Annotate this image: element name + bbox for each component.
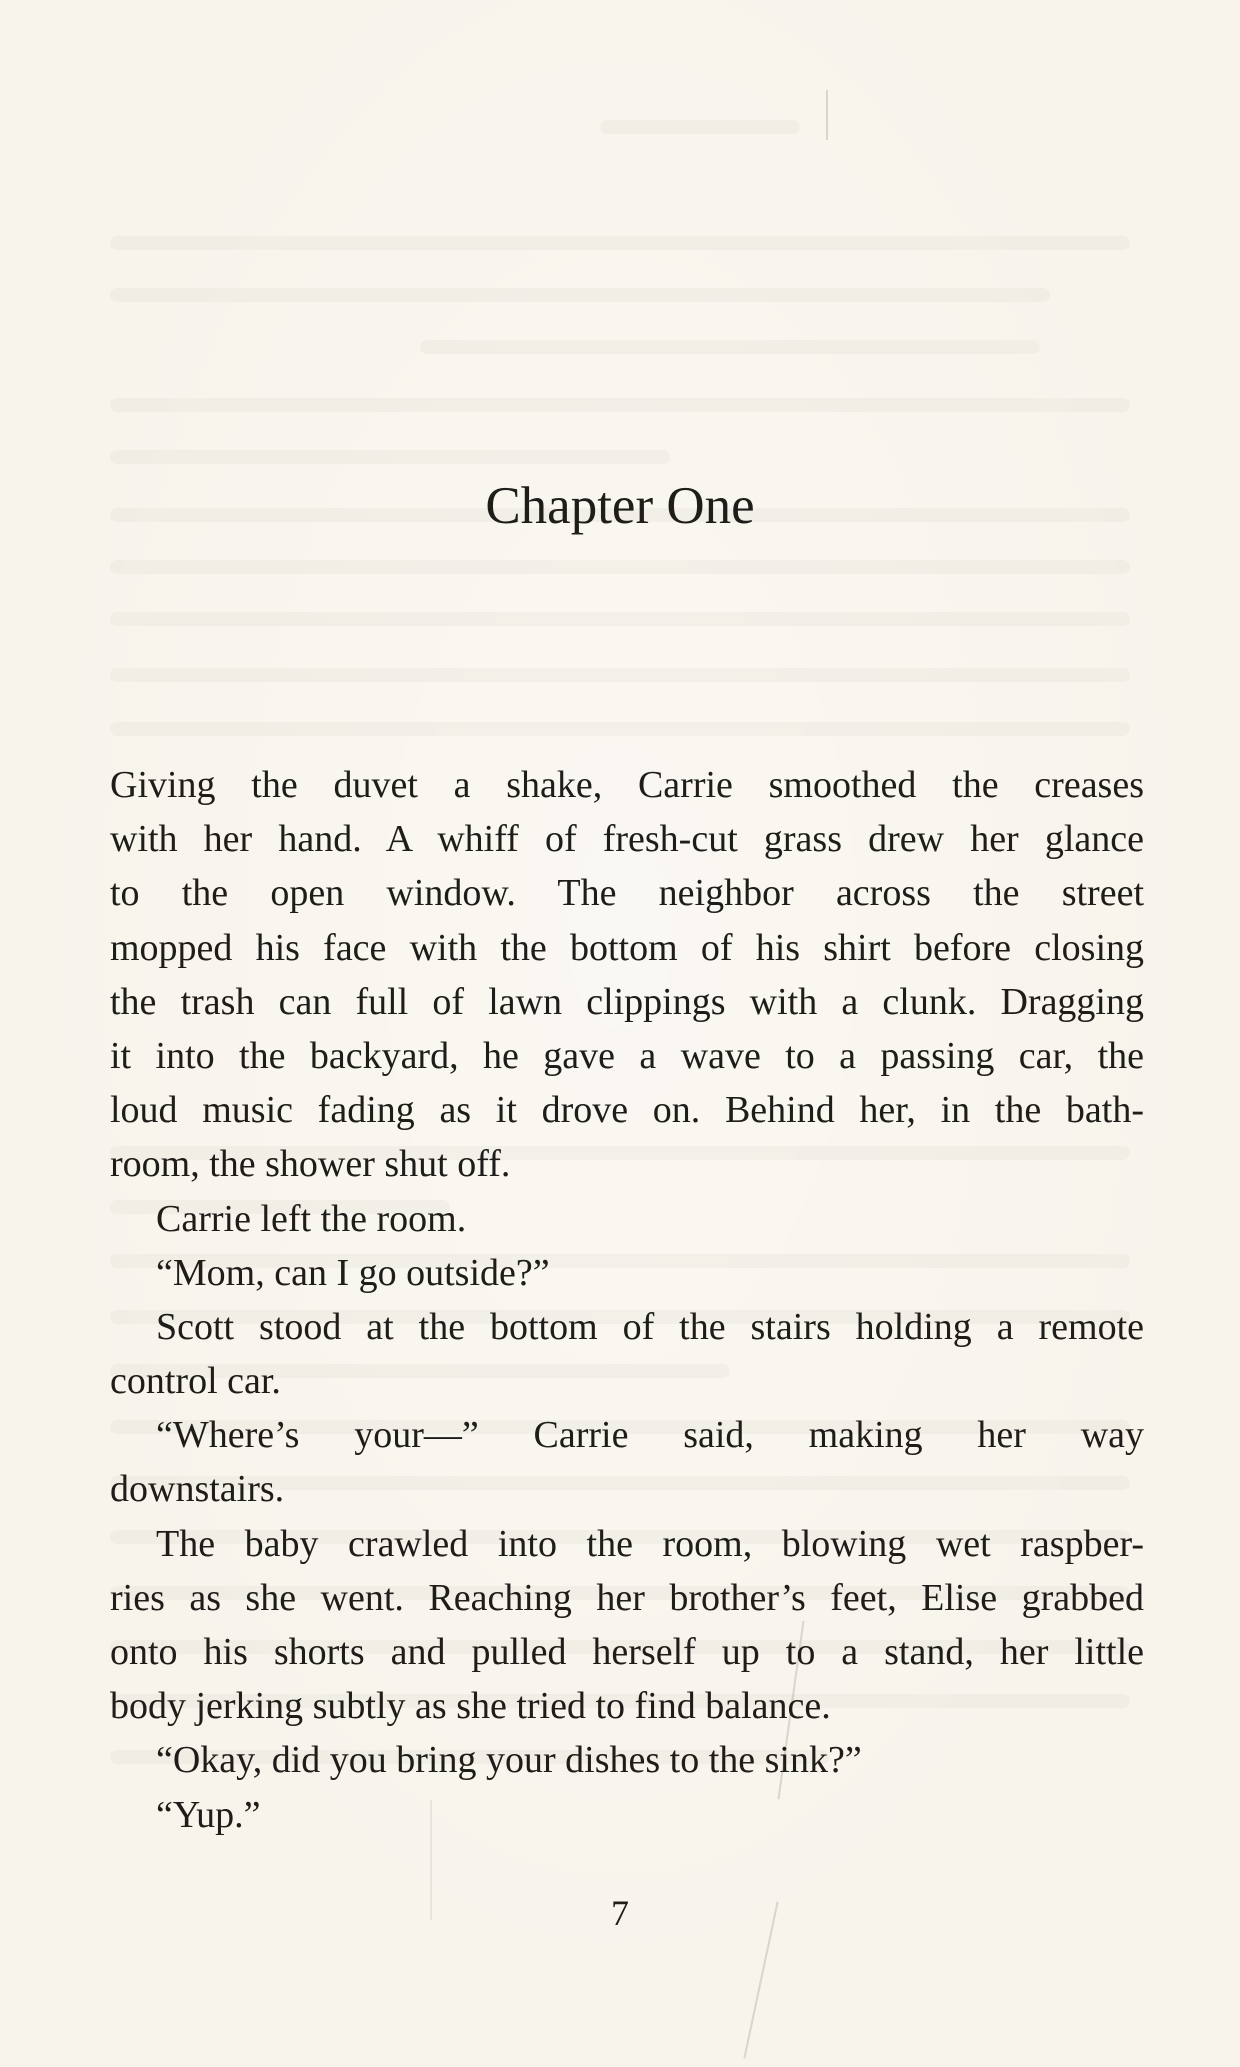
chapter-body (110, 758, 1144, 1842)
text-line: “Okay, did you bring your dishes to the sink?” (156, 1739, 862, 1782)
text-line: with her hand. A whiff of fresh-cut grass drew her glance (110, 818, 1144, 861)
show-through (110, 398, 1130, 412)
show-through (110, 612, 1130, 626)
show-through (600, 120, 800, 134)
text-line: body jerking subtly as she tried to find balance. (110, 1685, 831, 1728)
page-number: 7 (611, 1893, 629, 1933)
text-line: loud music fading as it drove on. Behind her, in the bath- (110, 1089, 1144, 1132)
text-line: Scott stood at the bottom of the stairs holding a remote (156, 1305, 1144, 1348)
show-through (420, 340, 1040, 354)
text-line: mopped his face with the bottom of his shirt before closing (110, 926, 1144, 969)
text-line: “Where’s your—” Carrie said, making her way (156, 1414, 1144, 1457)
text-line: The baby crawled into the room, blowing wet raspber- (156, 1522, 1144, 1565)
text-line: room, the shower shut off. (110, 1143, 511, 1186)
text-line: onto his shorts and pulled herself up to a stand, her little (110, 1631, 1144, 1673)
show-through (110, 560, 1130, 574)
text-line: “Mom, can I go outside?” (156, 1251, 550, 1294)
show-through (110, 236, 1130, 250)
text-line: Giving the duvet a shake, Carrie smoothed the creases (110, 764, 1144, 806)
show-through (110, 288, 1050, 302)
show-through (110, 668, 1130, 682)
text-line: control car. (110, 1360, 281, 1403)
text-line: the trash can full of lawn clippings with a clunk. Dragging (110, 980, 1144, 1023)
show-through (110, 450, 670, 464)
text-line: it into the backyard, he gave a wave to a passing car, the (110, 1034, 1144, 1077)
text-line: to the open window. The neighbor across the street (110, 872, 1144, 915)
show-through (110, 722, 1130, 736)
text-line: Carrie left the room. (156, 1197, 467, 1240)
text-line: downstairs. (110, 1468, 285, 1511)
text-line: “Yup.” (156, 1793, 261, 1836)
text-line: ries as she went. Reaching her brother’s feet, Elise grabbed (110, 1576, 1144, 1619)
paper-crease (826, 90, 828, 140)
chapter-title: Chapter One (485, 477, 755, 535)
